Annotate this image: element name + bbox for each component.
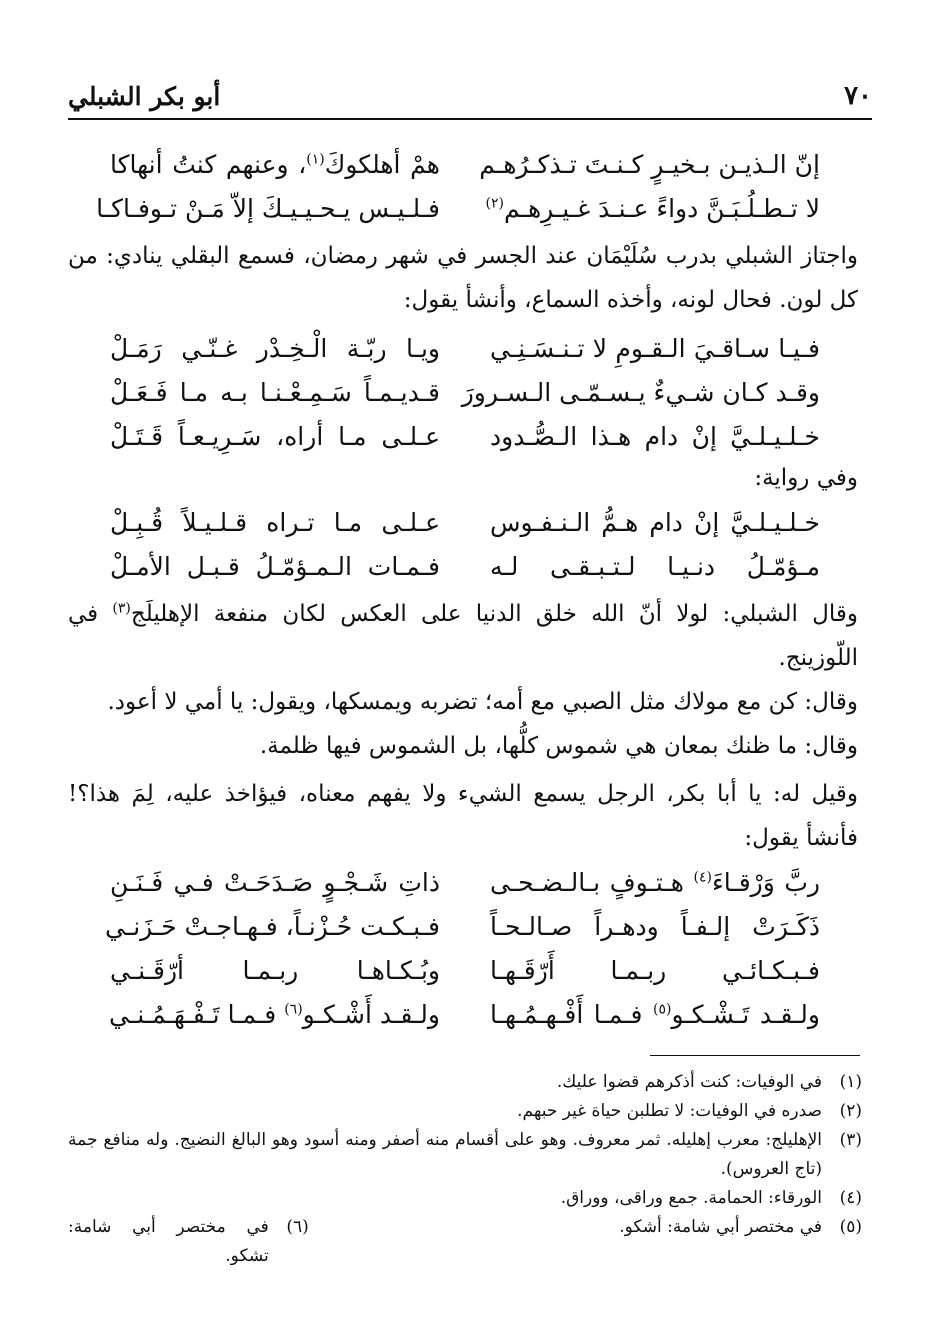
footnote-text: الإهليلج: معرب إهليله. ثمر معروف. وهو على أقسام منه أصفر ومنه أسود وهو البالغ النضيج. وله منافع جمة (تاج العروس). xyxy=(68,1130,822,1179)
footnote-text: في مختصر أبي شامة: تشكو. xyxy=(68,1217,269,1266)
footnote-marker: (٤) xyxy=(693,869,712,886)
verse xyxy=(110,142,820,186)
verse xyxy=(105,904,820,948)
verse xyxy=(96,186,820,230)
second-hemistich: همْ أهلكوكَ$^{(١)}$، وعنهم كنتُ أنهاكا xyxy=(110,149,440,179)
verse xyxy=(110,948,820,992)
verse xyxy=(110,370,820,414)
verse xyxy=(110,326,820,370)
page-number: ٧٠ xyxy=(844,81,872,111)
paragraph: وقال الشبلي: لولا أنّ الله خلق الدنيا على العكس لكان منفعة الإهليلَج$^{(٣)}$ في اللّوزينج. xyxy=(68,600,858,671)
paragraph: وقال: ما ظنك بمعان هي شموس كلُّها، بل الشموس فيها ظلمة. xyxy=(259,733,858,759)
footnote-marker: (٦) xyxy=(284,1001,303,1018)
poem-block-1 xyxy=(96,142,820,230)
verse xyxy=(110,544,820,588)
footnote xyxy=(309,1213,862,1242)
footnote-marker: (٢) xyxy=(485,195,504,212)
second-hemistich: فـلـيـس يـحـيـيـكَ إلاّ مَـنْ تـوفـاكـا xyxy=(96,193,440,223)
poem-block-4 xyxy=(105,860,820,1036)
footnote-separator xyxy=(650,1055,860,1056)
footnote-marker: (٥) xyxy=(652,1001,672,1018)
first-hemistich: فـيـا سـاقـيَ الـقـومِ لا تـنـسَـنِـي xyxy=(490,333,820,363)
footnote xyxy=(68,1213,309,1271)
paragraph: وقيل له: يا أبا بكر، الرجل يسمع الشيء ولا يفهم معناه، فيؤاخذ عليه، لِمَ هذا؟! فأنشأ يقول: xyxy=(68,781,858,851)
footnote-number: (٦) xyxy=(286,1217,309,1237)
page-header xyxy=(68,74,872,120)
verse xyxy=(110,860,820,904)
footnote-text: في الوفيات: كنت أذكرهم قضوا عليك. xyxy=(556,1072,822,1092)
footnote-marker: (٣) xyxy=(112,600,131,617)
second-hemistich: عـلـى مـا أراه، سَـرِيـعـاً قَـتَـلْ xyxy=(110,421,440,451)
footnote-row xyxy=(68,1213,862,1271)
second-hemistich: عـلـى مـا تـراه قـلـيـلاً قُـبِـلْ xyxy=(110,507,440,537)
footnote-number: (٢) xyxy=(839,1101,862,1121)
first-hemistich: ربَّ وَرْقـاءَ$^{(٤)}$ هـتـوفٍ بـالـضـحـى xyxy=(490,867,820,897)
verse xyxy=(110,414,820,458)
verse xyxy=(110,500,820,544)
verse xyxy=(110,992,820,1036)
first-hemistich: فـبـكـائـي ربـمـا أَرّقَـهـا xyxy=(490,955,820,985)
first-hemistich: ولـقـد تَـشْـكـو$^{(٥)}$ فـمـا أَفْـهـمُـهـا xyxy=(490,999,820,1029)
second-hemistich: فـمـات الـمـؤمّـلُ قـبـل الأمـلْ xyxy=(110,551,440,581)
second-hemistich: ولـقـد أَشْـكـو$^{(٦)}$ فـمـا تَـفْـهَـمُـنـي xyxy=(109,999,440,1029)
first-hemistich: إنّ الـذيـن بـخيـرٍ كـنـتَ تـذكـرُهـم xyxy=(479,149,820,179)
footnote xyxy=(68,1184,862,1213)
running-title: أبو بكر الشبلي xyxy=(68,81,221,111)
riwaya-label: وفي رواية: xyxy=(754,465,858,491)
footnote-number: (١) xyxy=(839,1072,862,1092)
first-hemistich: مـؤمّـلُ دنـيـا لـتـبـقـى لـه xyxy=(490,551,820,581)
footnotes xyxy=(68,1068,862,1271)
footnote-text: في مختصر أبي شامة: أشكو. xyxy=(619,1217,822,1237)
first-hemistich: ذَكَـرَتْ إلـفـاً ودهـراً صـالـحـاً xyxy=(490,911,820,941)
second-hemistich: فـبـكـت حُـزْنـاً، فـهـاجـتْ حَـزَنـي xyxy=(105,911,440,941)
second-hemistich: وبُـكـاهـا ربـمـا أرّقَـنـي xyxy=(110,955,440,985)
footnote xyxy=(68,1068,862,1097)
second-hemistich: ويـا ربّـة الْـخِـدْر غـنّـي رَمَـلْ xyxy=(110,333,440,363)
poem-block-2 xyxy=(110,326,820,458)
second-hemistich: ذاتِ شَـجْـوٍ صَـدَحَـتْ فـي فَـنَـنِ xyxy=(110,867,440,897)
first-hemistich: لا تـطـلُـبَـنَّ دواءً عـنـدَ غـيـرِهـم$^{(٢)}$ xyxy=(485,193,820,223)
footnote xyxy=(68,1097,862,1126)
second-hemistich: قـديـمـاً سَـمِـعْـنـا بـه مـا فَـعَـلْ xyxy=(110,377,440,407)
footnote xyxy=(68,1126,862,1184)
footnote-number: (٤) xyxy=(839,1188,862,1208)
footnote-text: صدره في الوفيات: لا تطلبن حياة غير حبهم. xyxy=(517,1101,822,1121)
poem-block-3 xyxy=(110,500,820,588)
first-hemistich: وقـد كـان شـيءٌ يـسـمّـى الـسـرورَ xyxy=(461,377,820,407)
footnote-text: الورقاء: الحمامة. جمع وراقى، ووراق. xyxy=(560,1188,822,1208)
first-hemistich: خـلـيـلـيَّ إنْ دام هـذا الـصُّـدود xyxy=(490,421,820,451)
footnote-number: (٣) xyxy=(839,1130,862,1150)
footnote-number: (٥) xyxy=(839,1217,862,1237)
paragraph: واجتاز الشبلي بدرب سُلَيْمَان عند الجسر في شهر رمضان، فسمع البقلي ينادي: من كل لون. فحال لونه، وأخذه السماع، وأنشأ يقول: xyxy=(68,243,858,313)
footnote-marker: (١) xyxy=(306,151,325,168)
paragraph: وقال: كن مع مولاك مثل الصبي مع أمه؛ تضربه ويمسكها، ويقول: يا أمي لا أعود. xyxy=(107,689,858,715)
first-hemistich: خـلـيـلـيَّ إنْ دام هـمُّ الـنـفـوس xyxy=(490,507,820,537)
